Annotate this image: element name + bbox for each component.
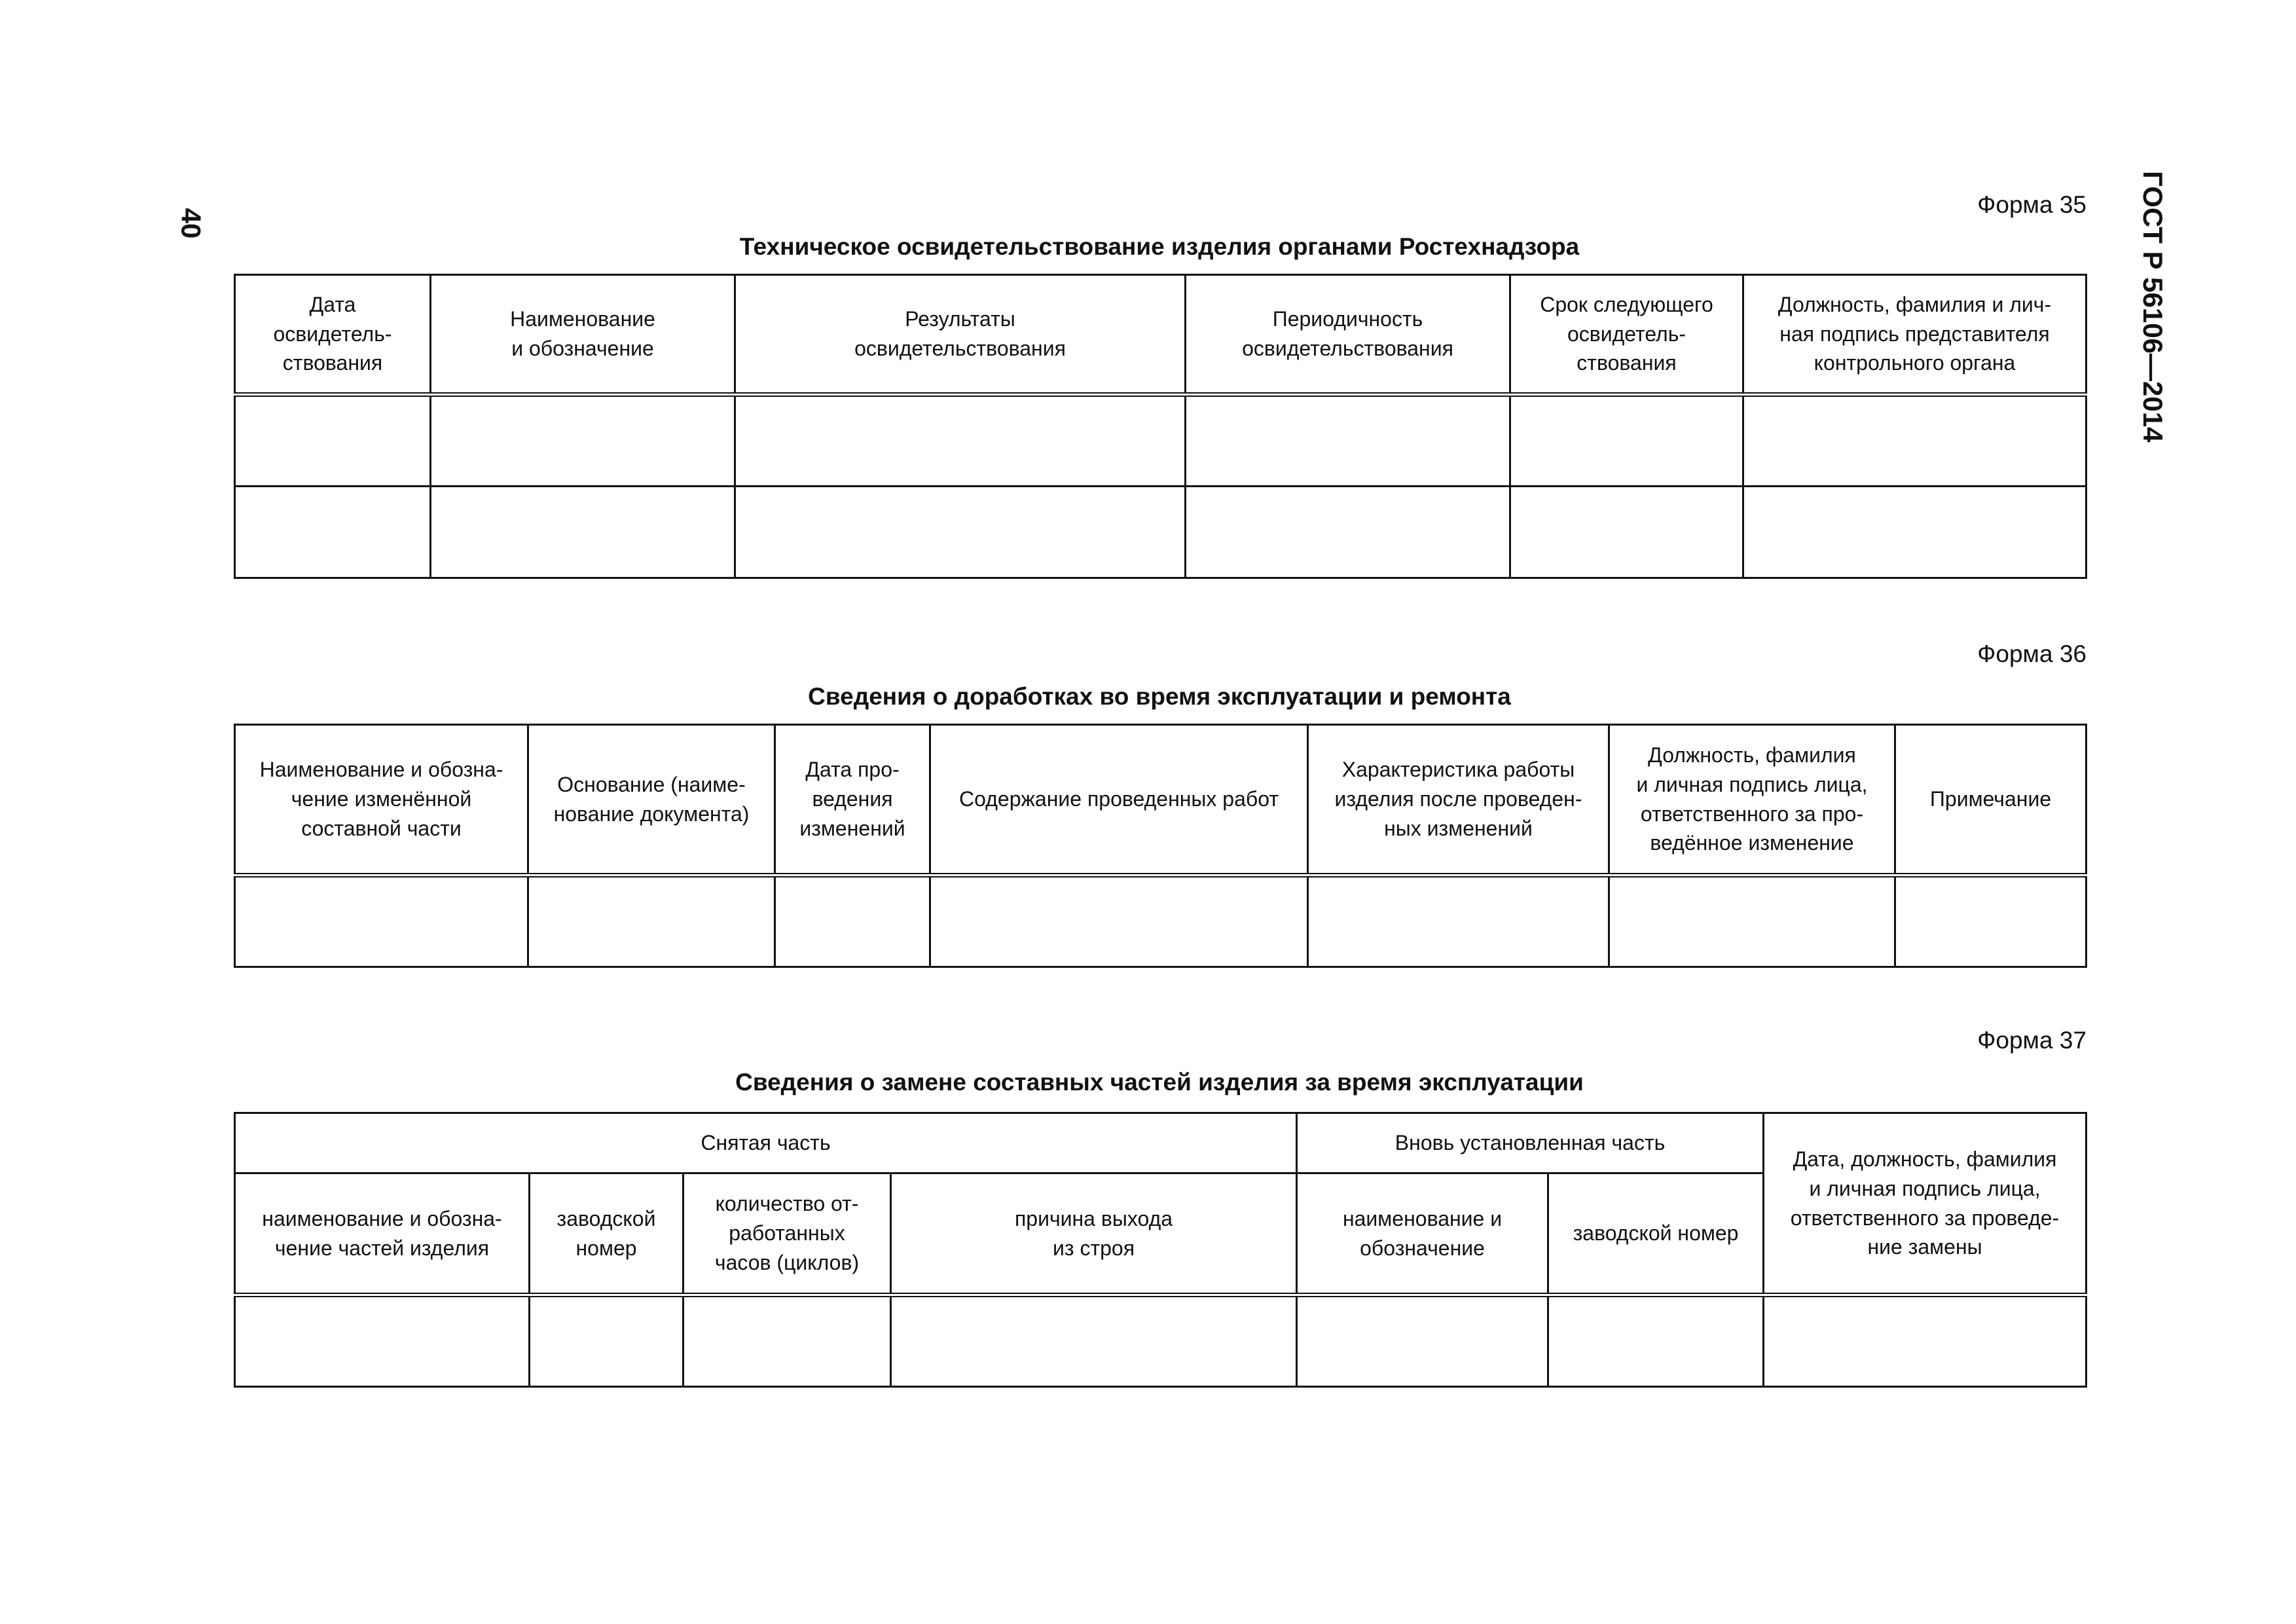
table-cell[interactable] [1609,876,1895,967]
table-cell[interactable] [1510,487,1743,578]
table-cell[interactable] [1548,1295,1764,1387]
header-cell: Характеристика работы изделия после проведен- ных изменений [1308,725,1609,876]
table-cell[interactable] [528,876,775,967]
form-35-table [234,274,2087,579]
header-cell: наименование и обозначение [1297,1173,1548,1295]
table-cell[interactable] [930,876,1308,967]
table-cell[interactable] [1743,395,2086,487]
header-cell: Основание (наиме- нование документа) [528,725,775,876]
header-cell: Наименование и обозна- чение изменённой составной части [235,725,528,876]
group-header-installed-part: Вновь установленная часть [1297,1113,1764,1173]
table-cell[interactable] [1743,487,2086,578]
header-cell: Дата освидетель- ствования [235,275,431,395]
header-cell: количество от- работанных часов (циклов) [683,1173,891,1295]
table-cell[interactable] [235,395,431,487]
table-cell[interactable] [235,1295,530,1387]
table-cell[interactable] [1895,876,2086,967]
form-35-title: Техническое освидетельствование изделия органами Ростехнадзора [739,233,1580,260]
header-cell: Результаты освидетельствования [735,275,1186,395]
table-cell[interactable] [1186,487,1510,578]
table-row [235,395,2086,487]
document-code: ГОСТ Р 56106—2014 [2138,171,2168,443]
form-37-title: Сведения о замене составных частей изделия за время эксплуатации [735,1069,1584,1096]
header-cell: Периодичность освидетельствования [1186,275,1510,395]
form-36-table [234,724,2087,968]
table-cell[interactable] [1186,395,1510,487]
table-cell[interactable] [235,876,528,967]
table-cell[interactable] [530,1295,683,1387]
header-cell: Должность, фамилия и лич- ная подпись представителя контрольного органа [1743,275,2086,395]
group-header-removed-part: Снятая часть [235,1113,1297,1173]
form-37-label: Форма 37 [1977,1027,2086,1054]
form-36-title: Сведения о доработках во время эксплуатации и ремонта [808,683,1511,710]
table-cell[interactable] [235,487,431,578]
table-group-header-row [235,1113,2086,1173]
table-cell[interactable] [775,876,930,967]
table-cell[interactable] [431,487,735,578]
header-cell: заводской номер [1548,1173,1764,1295]
page-number: 40 [175,208,207,239]
table-header-row [235,275,2086,395]
header-cell: Примечание [1895,725,2086,876]
header-cell: Дата, должность, фамилия и личная подпись лица, ответственного за проведе- ние замены [1764,1113,2086,1295]
table-cell[interactable] [1297,1295,1548,1387]
table-cell[interactable] [735,395,1186,487]
header-cell: причина выхода из строя [891,1173,1297,1295]
table-row [235,487,2086,578]
header-cell: Срок следующего освидетель- ствования [1510,275,1743,395]
header-cell: заводской номер [530,1173,683,1295]
table-cell[interactable] [1764,1295,2086,1387]
table-header-row [235,725,2086,876]
table-cell[interactable] [431,395,735,487]
table-row [235,1295,2086,1387]
table-row [235,876,2086,967]
form-37-table [234,1112,2087,1388]
header-cell: Дата про- ведения изменений [775,725,930,876]
table-cell[interactable] [1308,876,1609,967]
header-cell: Должность, фамилия и личная подпись лица, ответственного за про- ведённое изменение [1609,725,1895,876]
table-cell[interactable] [1510,395,1743,487]
header-cell: Наименование и обозначение [431,275,735,395]
form-35-label: Форма 35 [1977,191,2086,218]
header-cell: наименование и обозна- чение частей изделия [235,1173,530,1295]
table-cell[interactable] [891,1295,1297,1387]
table-cell[interactable] [735,487,1186,578]
form-36-label: Форма 36 [1977,640,2086,667]
header-cell: Содержание проведенных работ [930,725,1308,876]
table-cell[interactable] [683,1295,891,1387]
